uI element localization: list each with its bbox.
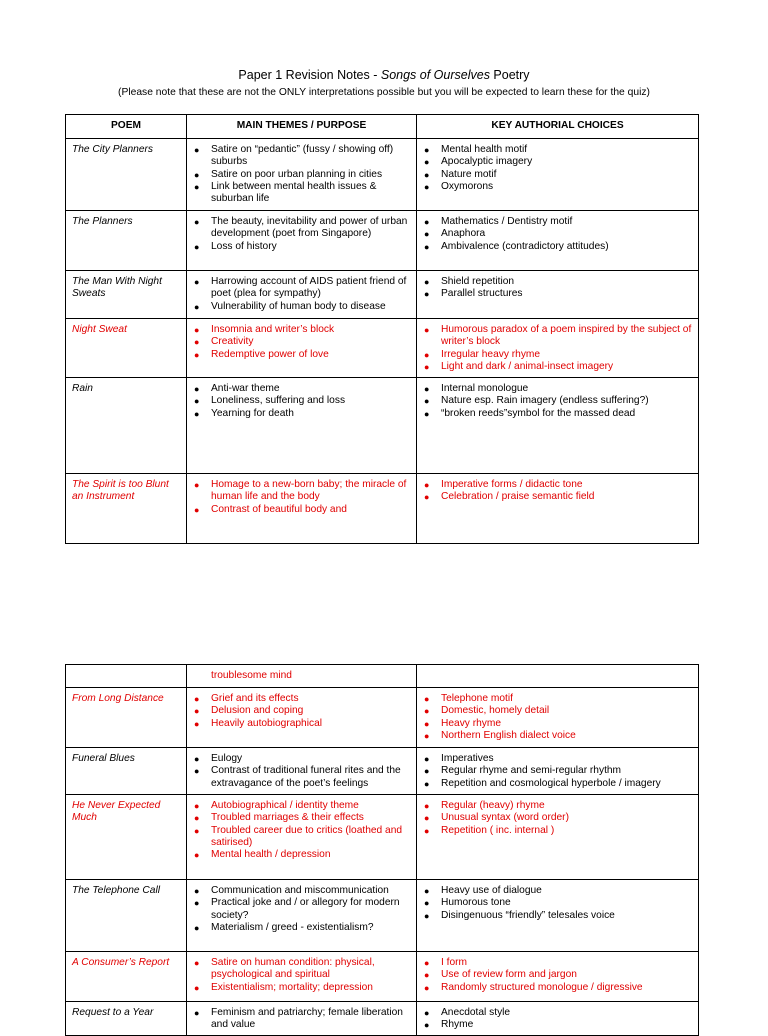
list-item-text: Satire on poor urban planning in cities [211, 168, 383, 180]
list-item-text: Link between mental health issues & suburban life [211, 180, 377, 205]
bullet-icon: ● [194, 181, 200, 192]
poem-title: The Planners [72, 216, 133, 227]
bullet-icon: ● [194, 898, 200, 909]
list-item [423, 144, 692, 156]
themes-cell [187, 211, 417, 271]
list-item [193, 705, 410, 717]
table-row-continuation [66, 665, 699, 688]
list-item-text: Feminism and patriarchy; female liberation and value [211, 1007, 403, 1031]
bullet-icon: ● [424, 766, 430, 777]
bullet-list [193, 693, 410, 730]
bullet-icon: ● [424, 492, 430, 503]
list-item [423, 169, 692, 181]
list-item [193, 753, 410, 765]
bullet-list [423, 885, 692, 922]
list-item [423, 241, 692, 253]
bullet-icon: ● [424, 384, 430, 394]
list-item-text: Satire on “pedantic” (fussy / showing off) suburbs [211, 144, 394, 168]
bullet-icon: ● [424, 694, 430, 704]
poem-title: The City Planners [72, 144, 153, 155]
list-item-text: Homage to a new-born baby; the miracle of human life and the body [211, 479, 407, 503]
list-item [193, 849, 410, 861]
table-row [66, 952, 699, 1002]
list-item-text: Materialism / greed - existentialism? [211, 921, 374, 933]
list-item-text: Mental health motif [441, 144, 528, 155]
list-item [193, 169, 410, 181]
list-item [423, 825, 692, 837]
list-item [193, 765, 410, 790]
table-row [66, 474, 699, 544]
list-item-text: Celebration / praise semantic field [441, 491, 595, 503]
list-item [423, 383, 692, 395]
poem-title-cell [66, 748, 187, 795]
bullet-icon: ● [424, 277, 430, 287]
bullet-icon: ● [194, 1008, 200, 1018]
bullet-icon: ● [424, 730, 430, 741]
choices-cell [417, 211, 699, 271]
list-item-text: Contrast of traditional funeral rites and the extravagance of the poet’s feelings [211, 765, 401, 789]
list-item [193, 1007, 410, 1032]
bullet-list [193, 753, 410, 790]
choices-cell [417, 139, 699, 211]
list-item [193, 885, 410, 897]
bullet-icon: ● [424, 958, 430, 968]
list-item [423, 800, 692, 812]
list-item-text: “broken reeds”symbol for the massed dead [441, 407, 636, 419]
list-item [423, 349, 692, 361]
choices-cell [417, 748, 699, 795]
bullet-icon: ● [194, 886, 200, 896]
list-item [423, 778, 692, 790]
bullet-icon: ● [424, 825, 430, 836]
list-item [193, 922, 410, 934]
poem-title-cell [66, 139, 187, 211]
list-item [193, 408, 410, 420]
table-row [66, 688, 699, 748]
bullet-icon: ● [194, 480, 200, 490]
list-item [423, 491, 692, 503]
bullet-icon: ● [424, 886, 430, 896]
bullet-list [193, 144, 410, 205]
list-item [423, 395, 692, 407]
poem-title-cell [66, 211, 187, 271]
bullet-list [193, 479, 410, 516]
table-row [66, 748, 699, 795]
list-item [423, 957, 692, 969]
bullet-icon: ● [194, 922, 200, 933]
bullet-icon: ● [424, 408, 430, 419]
bullet-icon: ● [424, 1008, 430, 1018]
list-item-text: Communication and miscommunication [211, 885, 389, 896]
poem-title: Night Sweat [72, 324, 127, 335]
bullet-icon: ● [194, 694, 200, 704]
themes-cell [187, 1002, 417, 1036]
themes-cell [187, 319, 417, 378]
list-item [423, 361, 692, 373]
list-item [193, 693, 410, 705]
bullet-icon: ● [424, 289, 430, 300]
choices-cell [417, 795, 699, 880]
list-item-text: Yearning for death [211, 407, 294, 419]
list-item-text: Oxymorons [441, 180, 494, 192]
page-title [0, 68, 768, 82]
list-item [423, 969, 692, 981]
list-item [193, 324, 410, 336]
list-item-text: Disingenuous “friendly” telesales voice [441, 909, 615, 921]
list-item-text: Redemptive power of love [211, 348, 329, 360]
bullet-icon: ● [194, 241, 200, 252]
list-item-text: Heavily autobiographical [211, 717, 322, 729]
list-item-text: Randomly structured monologue / digressive [441, 981, 643, 993]
list-item-text: Harrowing account of AIDS patient friend of poet (plea for sympathy) [211, 276, 407, 300]
bullet-list [193, 276, 410, 313]
table-row [66, 139, 699, 211]
list-item-text: Irregular heavy rhyme [441, 348, 541, 360]
list-item-text: Northern English dialect voice [441, 729, 576, 741]
list-item [193, 800, 410, 812]
table-row [66, 271, 699, 319]
bullet-list [423, 957, 692, 994]
list-item [193, 181, 410, 206]
bullet-list [193, 324, 410, 361]
list-item-text: Light and dark / animal-insect imagery [441, 360, 614, 372]
bullet-list [423, 1007, 692, 1032]
header-poem: POEM [66, 115, 187, 139]
table-row [66, 1002, 699, 1036]
bullet-icon: ● [194, 408, 200, 419]
list-item-text: Troubled career due to critics (loathed and satirised) [211, 824, 403, 848]
list-item [423, 479, 692, 491]
bullet-icon: ● [424, 898, 430, 909]
header-themes: MAIN THEMES / PURPOSE [187, 115, 417, 139]
bullet-icon: ● [424, 982, 430, 993]
bullet-icon: ● [194, 217, 200, 227]
list-item-text: Practical joke and / or allegory for modern society? [211, 897, 400, 921]
themes-cell [187, 880, 417, 952]
list-item-text: Heavy use of dialogue [441, 885, 542, 896]
list-item-text: Mathematics / Dentistry motif [441, 216, 573, 227]
list-item-text: Repetition ( inc. internal ) [441, 824, 555, 836]
list-item [193, 982, 410, 994]
list-item-text: Troubled marriages & their effects [211, 812, 364, 824]
list-item-text: Eulogy [211, 753, 243, 764]
list-item [423, 730, 692, 742]
list-item-text: Regular (heavy) rhyme [441, 800, 545, 811]
continuation-poem-cell [66, 665, 187, 688]
list-item [193, 812, 410, 824]
bullet-icon: ● [424, 1020, 430, 1031]
list-item [423, 216, 692, 228]
poem-title: Request to a Year [72, 1007, 154, 1018]
list-item [423, 705, 692, 717]
list-item-text: Imperatives [441, 753, 494, 764]
list-item-text: Use of review form and jargon [441, 969, 577, 981]
bullet-icon: ● [194, 325, 200, 335]
poem-title: The Man With Night Sweats [72, 276, 162, 300]
continuation-text: troublesome mind [211, 670, 292, 681]
bullet-icon: ● [194, 825, 200, 836]
themes-cell [187, 378, 417, 474]
list-item [193, 241, 410, 253]
bullet-list [423, 753, 692, 790]
choices-cell [417, 271, 699, 319]
poem-title-cell [66, 1002, 187, 1036]
bullet-icon: ● [424, 754, 430, 764]
list-item [423, 181, 692, 193]
list-item-text: Grief and its effects [211, 693, 299, 704]
list-item [423, 897, 692, 909]
title-suffix: Poetry [489, 68, 530, 82]
poem-title-cell [66, 795, 187, 880]
bullet-icon: ● [424, 361, 430, 372]
bullet-icon: ● [194, 277, 200, 287]
list-item [193, 216, 410, 241]
bullet-icon: ● [194, 850, 200, 861]
list-item [423, 276, 692, 288]
list-item [193, 144, 410, 169]
choices-cell [417, 319, 699, 378]
choices-cell [417, 1002, 699, 1036]
bullet-icon: ● [424, 480, 430, 490]
list-item [193, 349, 410, 361]
list-item-text: Internal monologue [441, 383, 529, 394]
themes-cell [187, 271, 417, 319]
bullet-icon: ● [424, 970, 430, 981]
choices-cell [417, 474, 699, 544]
bullet-list [423, 693, 692, 742]
title-prefix: Paper 1 Revision Notes - [238, 68, 381, 82]
poem-title-cell [66, 378, 187, 474]
table-row [66, 795, 699, 880]
list-item-text: Loss of history [211, 240, 277, 252]
list-item [423, 812, 692, 824]
choices-cell [417, 880, 699, 952]
table-row [66, 211, 699, 271]
list-item [193, 479, 410, 504]
list-item [193, 825, 410, 850]
bullet-list [423, 383, 692, 420]
bullet-icon: ● [424, 813, 430, 824]
list-item-text: Anecdotal style [441, 1007, 511, 1018]
list-item [423, 885, 692, 897]
page-subtitle: (Please note that these are not the ONLY interpretations possible but you will be expected to learn these for the quiz) [118, 87, 650, 98]
list-item [423, 982, 692, 994]
bullet-icon: ● [194, 706, 200, 717]
list-item-text: Anaphora [441, 228, 486, 240]
table-row [66, 880, 699, 952]
themes-cell [187, 474, 417, 544]
list-item-text: Mental health / depression [211, 849, 331, 861]
list-item-text: Domestic, homely detail [441, 705, 550, 717]
list-item [193, 957, 410, 982]
list-item [193, 897, 410, 922]
list-item [423, 693, 692, 705]
list-item [423, 910, 692, 922]
list-item [423, 408, 692, 420]
poem-title: From Long Distance [72, 693, 164, 704]
list-item-text: Vulnerability of human body to disease [211, 300, 386, 312]
list-item-text: I form [441, 957, 468, 968]
bullet-list [193, 957, 410, 994]
bullet-list [423, 216, 692, 253]
list-item-text: Apocalyptic imagery [441, 156, 533, 168]
choices-cell [417, 688, 699, 748]
list-item-text: Rhyme [441, 1019, 474, 1031]
list-item-text: Ambivalence (contradictory attitudes) [441, 240, 609, 252]
list-item [423, 288, 692, 300]
continuation-choices-cell [417, 665, 699, 688]
list-item [193, 504, 410, 516]
bullet-icon: ● [424, 910, 430, 921]
bullet-icon: ● [424, 157, 430, 168]
bullet-list [423, 276, 692, 301]
title-italic: Songs of Ourselves [380, 68, 490, 82]
bullet-icon: ● [194, 337, 200, 348]
bullet-icon: ● [194, 982, 200, 993]
bullet-list [193, 800, 410, 861]
poem-title-cell [66, 319, 187, 378]
poem-title-cell [66, 952, 187, 1002]
bullet-icon: ● [424, 241, 430, 252]
list-item-text: Humorous tone [441, 897, 511, 909]
revision-table-page-1 [65, 114, 699, 544]
bullet-list [423, 324, 692, 373]
list-item-text: Regular rhyme and semi-regular rhythm [441, 765, 622, 777]
list-item-text: Creativity [211, 336, 254, 348]
bullet-icon: ● [424, 706, 430, 717]
list-item [423, 324, 692, 349]
poem-title: A Consumer’s Report [72, 957, 170, 968]
bullet-icon: ● [194, 766, 200, 777]
bullet-icon: ● [194, 813, 200, 824]
list-item-text: Humorous paradox of a poem inspired by the subject of writer’s block [441, 324, 692, 348]
list-item [423, 765, 692, 777]
bullet-icon: ● [424, 229, 430, 240]
choices-cell [417, 952, 699, 1002]
poem-title-cell [66, 271, 187, 319]
poem-title-cell [66, 688, 187, 748]
bullet-icon: ● [424, 325, 430, 335]
list-item [193, 383, 410, 395]
poem-title: He Never Expected Much [72, 800, 161, 824]
continuation-themes-cell [187, 665, 417, 688]
poem-title: Funeral Blues [72, 753, 135, 764]
list-item [193, 718, 410, 730]
bullet-icon: ● [194, 958, 200, 968]
bullet-icon: ● [194, 384, 200, 394]
list-item [423, 753, 692, 765]
choices-cell [417, 378, 699, 474]
list-item-text: Anti-war theme [211, 383, 280, 394]
themes-cell [187, 748, 417, 795]
list-item-text: Existentialism; mortality; depression [211, 981, 373, 993]
list-item-text: Nature esp. Rain imagery (endless suffering?) [441, 395, 649, 407]
bullet-icon: ● [424, 217, 430, 227]
list-item-text: Autobiographical / identity theme [211, 800, 359, 811]
bullet-icon: ● [194, 301, 200, 312]
bullet-icon: ● [194, 754, 200, 764]
themes-cell [187, 688, 417, 748]
bullet-icon: ● [424, 801, 430, 811]
list-item-text: Heavy rhyme [441, 717, 502, 729]
list-item-text: Parallel structures [441, 288, 523, 300]
list-item [193, 276, 410, 301]
bullet-icon: ● [424, 396, 430, 407]
bullet-icon: ● [424, 349, 430, 360]
themes-cell [187, 139, 417, 211]
list-item-text: The beauty, inevitability and power of urban development (poet from Singapore) [211, 216, 408, 240]
list-item-text: Loneliness, suffering and loss [211, 395, 346, 407]
bullet-list [193, 1007, 410, 1032]
poem-title: The Telephone Call [72, 885, 160, 896]
themes-cell [187, 795, 417, 880]
header-choices: KEY AUTHORIAL CHOICES [417, 115, 699, 139]
bullet-icon: ● [194, 504, 200, 515]
bullet-list [193, 216, 410, 253]
bullet-icon: ● [424, 145, 430, 155]
list-item [193, 301, 410, 313]
bullet-icon: ● [194, 145, 200, 155]
table-row [66, 319, 699, 378]
table-row [66, 378, 699, 474]
bullet-list [193, 885, 410, 934]
bullet-list [423, 144, 692, 193]
bullet-icon: ● [424, 181, 430, 192]
revision-table-page-2 [65, 664, 699, 1036]
bullet-icon: ● [194, 801, 200, 811]
list-item [193, 336, 410, 348]
poem-title-cell [66, 880, 187, 952]
list-item-text: Contrast of beautiful body and [211, 503, 347, 515]
list-item [423, 1019, 692, 1031]
poem-title: The Spirit is too Blunt an Instrument [72, 479, 169, 503]
list-item-text: Nature motif [441, 168, 497, 180]
bullet-list [423, 479, 692, 504]
list-item-text: Repetition and cosmological hyperbole / imagery [441, 777, 661, 789]
bullet-icon: ● [194, 169, 200, 180]
list-item [423, 1007, 692, 1019]
bullet-icon: ● [194, 349, 200, 360]
list-item [423, 718, 692, 730]
list-item-text: Satire on human condition: physical, psychological and spiritual [211, 957, 375, 981]
list-item-text: Imperative forms / didactic tone [441, 479, 583, 490]
list-item [193, 395, 410, 407]
list-item-text: Delusion and coping [211, 705, 304, 717]
list-item [423, 156, 692, 168]
bullet-icon: ● [194, 396, 200, 407]
poem-title: Rain [72, 383, 93, 394]
list-item-text: Unusual syntax (word order) [441, 812, 569, 824]
list-item-text: Shield repetition [441, 276, 515, 287]
poem-title-cell [66, 474, 187, 544]
list-item-text: Insomnia and writer’s block [211, 324, 335, 335]
bullet-icon: ● [424, 169, 430, 180]
list-item [423, 228, 692, 240]
list-item-text: Telephone motif [441, 693, 513, 704]
themes-cell [187, 952, 417, 1002]
bullet-icon: ● [424, 778, 430, 789]
bullet-list [423, 800, 692, 837]
bullet-list [193, 383, 410, 420]
bullet-icon: ● [424, 718, 430, 729]
bullet-icon: ● [194, 718, 200, 729]
